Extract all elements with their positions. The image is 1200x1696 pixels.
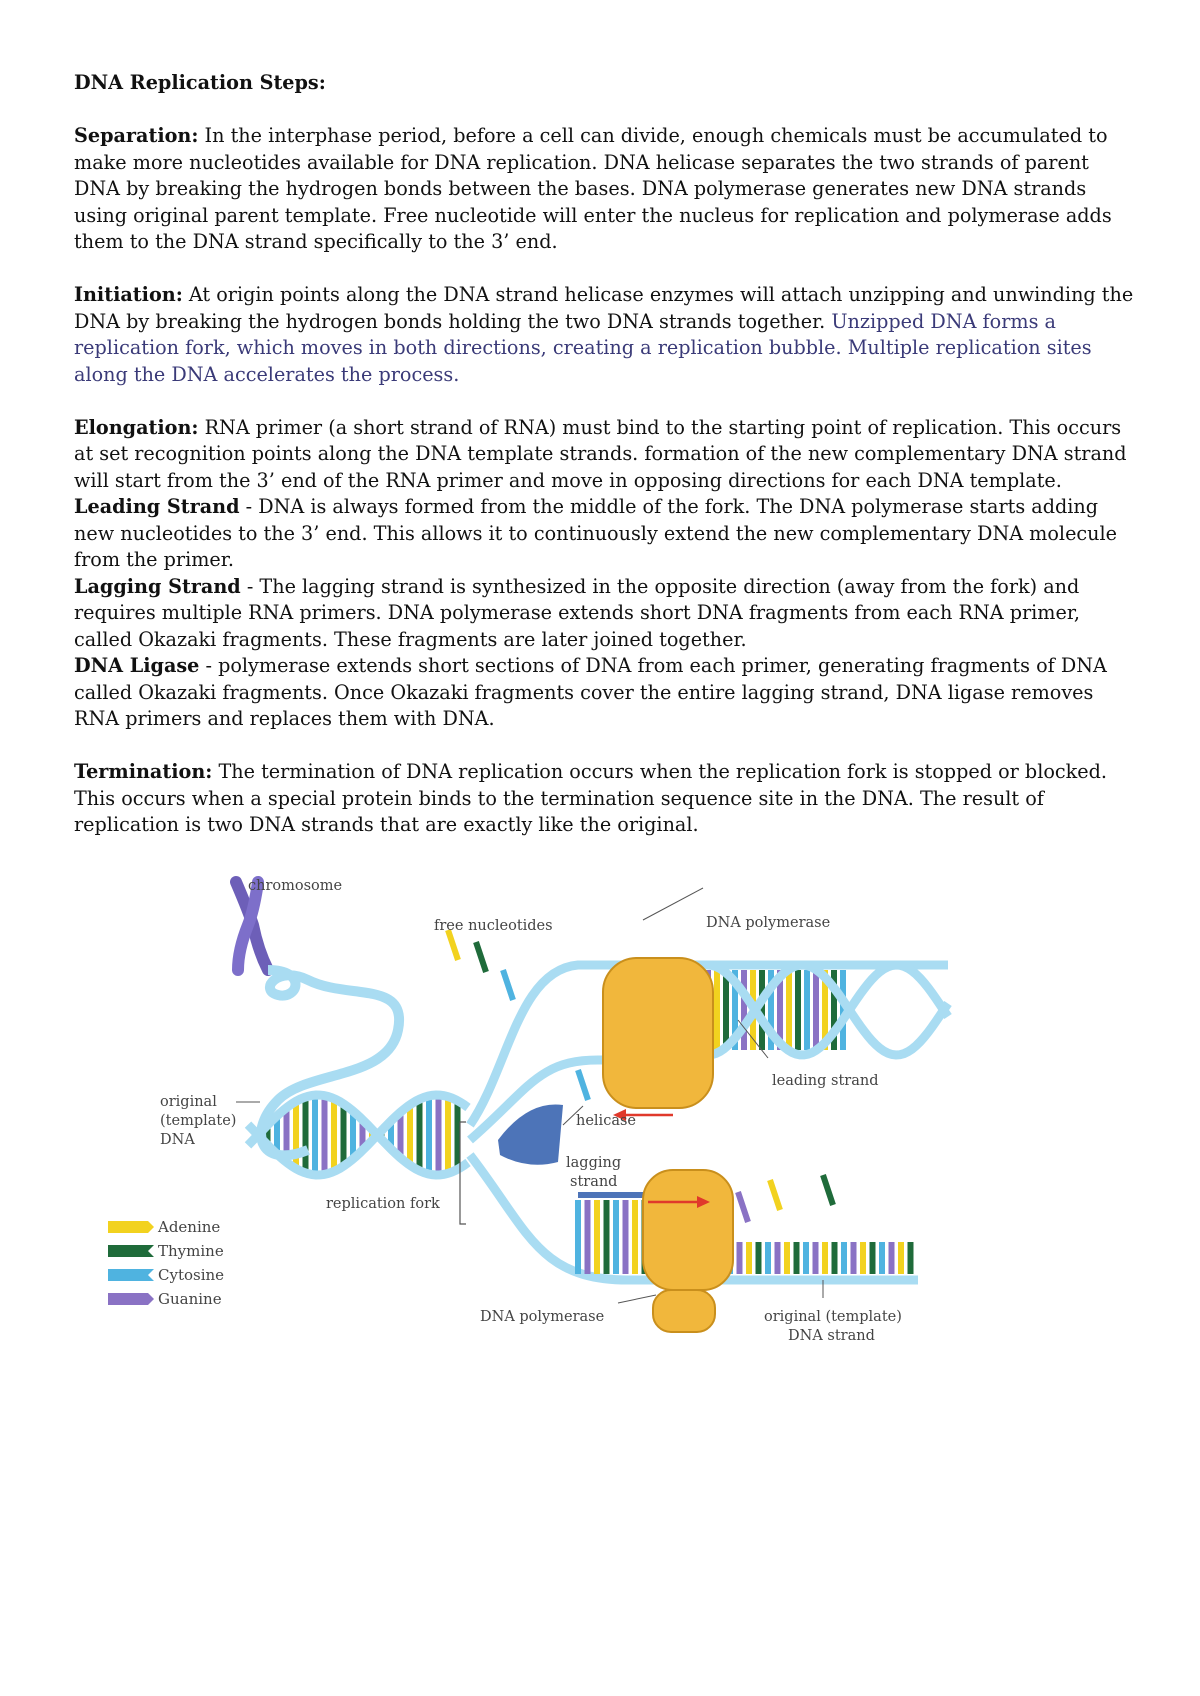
legend-label-cytosine: Cytosine (158, 1266, 225, 1284)
label-replication-fork: replication fork (326, 1196, 440, 1212)
free-nucleotide (448, 930, 458, 960)
helicase-icon (498, 1104, 563, 1164)
initiation-highlight: Unzipped DNA forms a replication fork, which moves in both directions, creating a replication bubble. Multiple replication sites along the DNA accelerates the process. (74, 309, 1092, 386)
dna-polymerase-lower-clamp-icon (653, 1290, 715, 1332)
chromosome-icon (236, 882, 268, 970)
free-nucleotide (823, 1175, 833, 1205)
legend-item-thymine (108, 1242, 224, 1260)
label-template-line1: original (template) (764, 1309, 902, 1325)
free-nucleotide (476, 942, 486, 972)
initiation-body: At origin points along the DNA strand helicase enzymes will attach unzipping and unwinding the DNA by breaking the hydrogen bonds holding the two DNA strands together. (74, 283, 1134, 333)
dna-polymerase-top-icon (603, 958, 713, 1108)
elongation-body: RNA primer (a short strand of RNA) must bind to the starting point of replication. This occurs at set recognition points along the DNA template strands. formation of the new complementary DNA strand will start from the 3’ end of the RNA primer and move in opposing directions for each DNA template. (74, 415, 1127, 492)
dna-ligase-heading: DNA Ligase (74, 654, 200, 677)
page-title: DNA Replication Steps: (74, 71, 326, 94)
thymine-swatch-icon (108, 1245, 154, 1257)
initiation-heading: Initiation: (74, 283, 183, 306)
label-lagging-line2: strand (570, 1174, 618, 1190)
label-template-line2: DNA strand (788, 1328, 875, 1344)
legend-item-guanine (108, 1290, 222, 1308)
termination-heading: Termination: (74, 760, 213, 783)
legend (108, 1218, 224, 1308)
lagging-strand-heading: Lagging Strand (74, 574, 241, 598)
free-nucleotide (770, 1180, 780, 1210)
guanine-swatch-icon (108, 1293, 154, 1305)
label-chromosome: chromosome (248, 878, 343, 894)
elongation-heading: Elongation: (74, 415, 199, 439)
label-original-line2: (template) (160, 1113, 237, 1129)
label-dna-polymerase-bottom: DNA polymerase (480, 1309, 605, 1325)
legend-label-guanine: Guanine (158, 1290, 222, 1308)
dna-ligase-paragraph (74, 653, 1134, 733)
leading-strand-paragraph (74, 494, 1134, 574)
label-leading-strand: leading strand (772, 1073, 879, 1089)
label-free-nucleotides: free nucleotides (434, 918, 553, 934)
free-nucleotide (503, 970, 513, 1000)
separation-body: In the interphase period, before a cell can divide, enough chemicals must be accumulated to make more nucleotides available for DNA replication. DNA helicase separates the two strands of parent DNA by breaking the hydrogen bonds between the bases. DNA polymerase generates new DNA strands using original parent template. Free nucleotide will enter the nucleus for replication and polymerase adds them to the DNA strand specifically to the 3’ end. (74, 124, 1112, 253)
label-original-line1: original (160, 1094, 217, 1110)
dna-ligase-body: - polymerase extends short sections of DNA from each primer, generating fragments of DNA called Okazaki fragments. Once Okazaki fragments cover the entire lagging strand, DNA ligase removes RNA primers and replaces them with DNA. (74, 654, 1107, 730)
elongation-paragraph (74, 415, 1134, 495)
leading-strand-body: - DNA is always formed from the middle of the fork. The DNA polymerase starts adding new nucleotides to the 3’ end. This allows it to continuously extend the new complementary DNA molecule from the primer. (74, 495, 1118, 571)
free-nucleotide (578, 1070, 588, 1100)
legend-label-thymine: Thymine (158, 1242, 224, 1260)
lagging-strand-paragraph (74, 574, 1134, 654)
label-dna-polymerase-top: DNA polymerase (706, 915, 831, 931)
termination-body: The termination of DNA replication occurs when the replication fork is stopped or blocked. This occurs when a special protein binds to the termination sequence site in the DNA. The result of replication is two DNA strands that are exactly like the original. (74, 760, 1108, 836)
cytosine-swatch-icon (108, 1269, 154, 1281)
separation-paragraph (74, 123, 1134, 256)
text-body (74, 70, 1134, 839)
dna-polymerase-bottom-icon (643, 1170, 733, 1290)
legend-item-adenine (108, 1218, 220, 1236)
replication-fork-bracket (460, 1122, 466, 1224)
initiation-paragraph (74, 282, 1134, 388)
dna-replication-diagram (108, 870, 1058, 1410)
termination-paragraph (74, 759, 1134, 839)
label-original-line3: DNA (160, 1132, 195, 1148)
dna-helix-illustration (248, 930, 948, 1280)
leading-strand-heading: Leading Strand (74, 495, 240, 518)
legend-item-cytosine (108, 1266, 224, 1284)
lagging-strand-body: - The lagging strand is synthesized in the opposite direction (away from the fork) and requires multiple RNA primers. DNA polymerase extends short DNA fragments from each RNA primer, called Okazaki fragments. These fragments are later joined together. (74, 574, 1081, 651)
label-lagging-line1: lagging (566, 1155, 622, 1171)
separation-heading: Separation: (74, 124, 199, 147)
adenine-swatch-icon (108, 1221, 154, 1233)
label-helicase: helicase (576, 1113, 636, 1129)
free-nucleotide (738, 1192, 748, 1222)
legend-label-adenine: Adenine (158, 1218, 221, 1236)
